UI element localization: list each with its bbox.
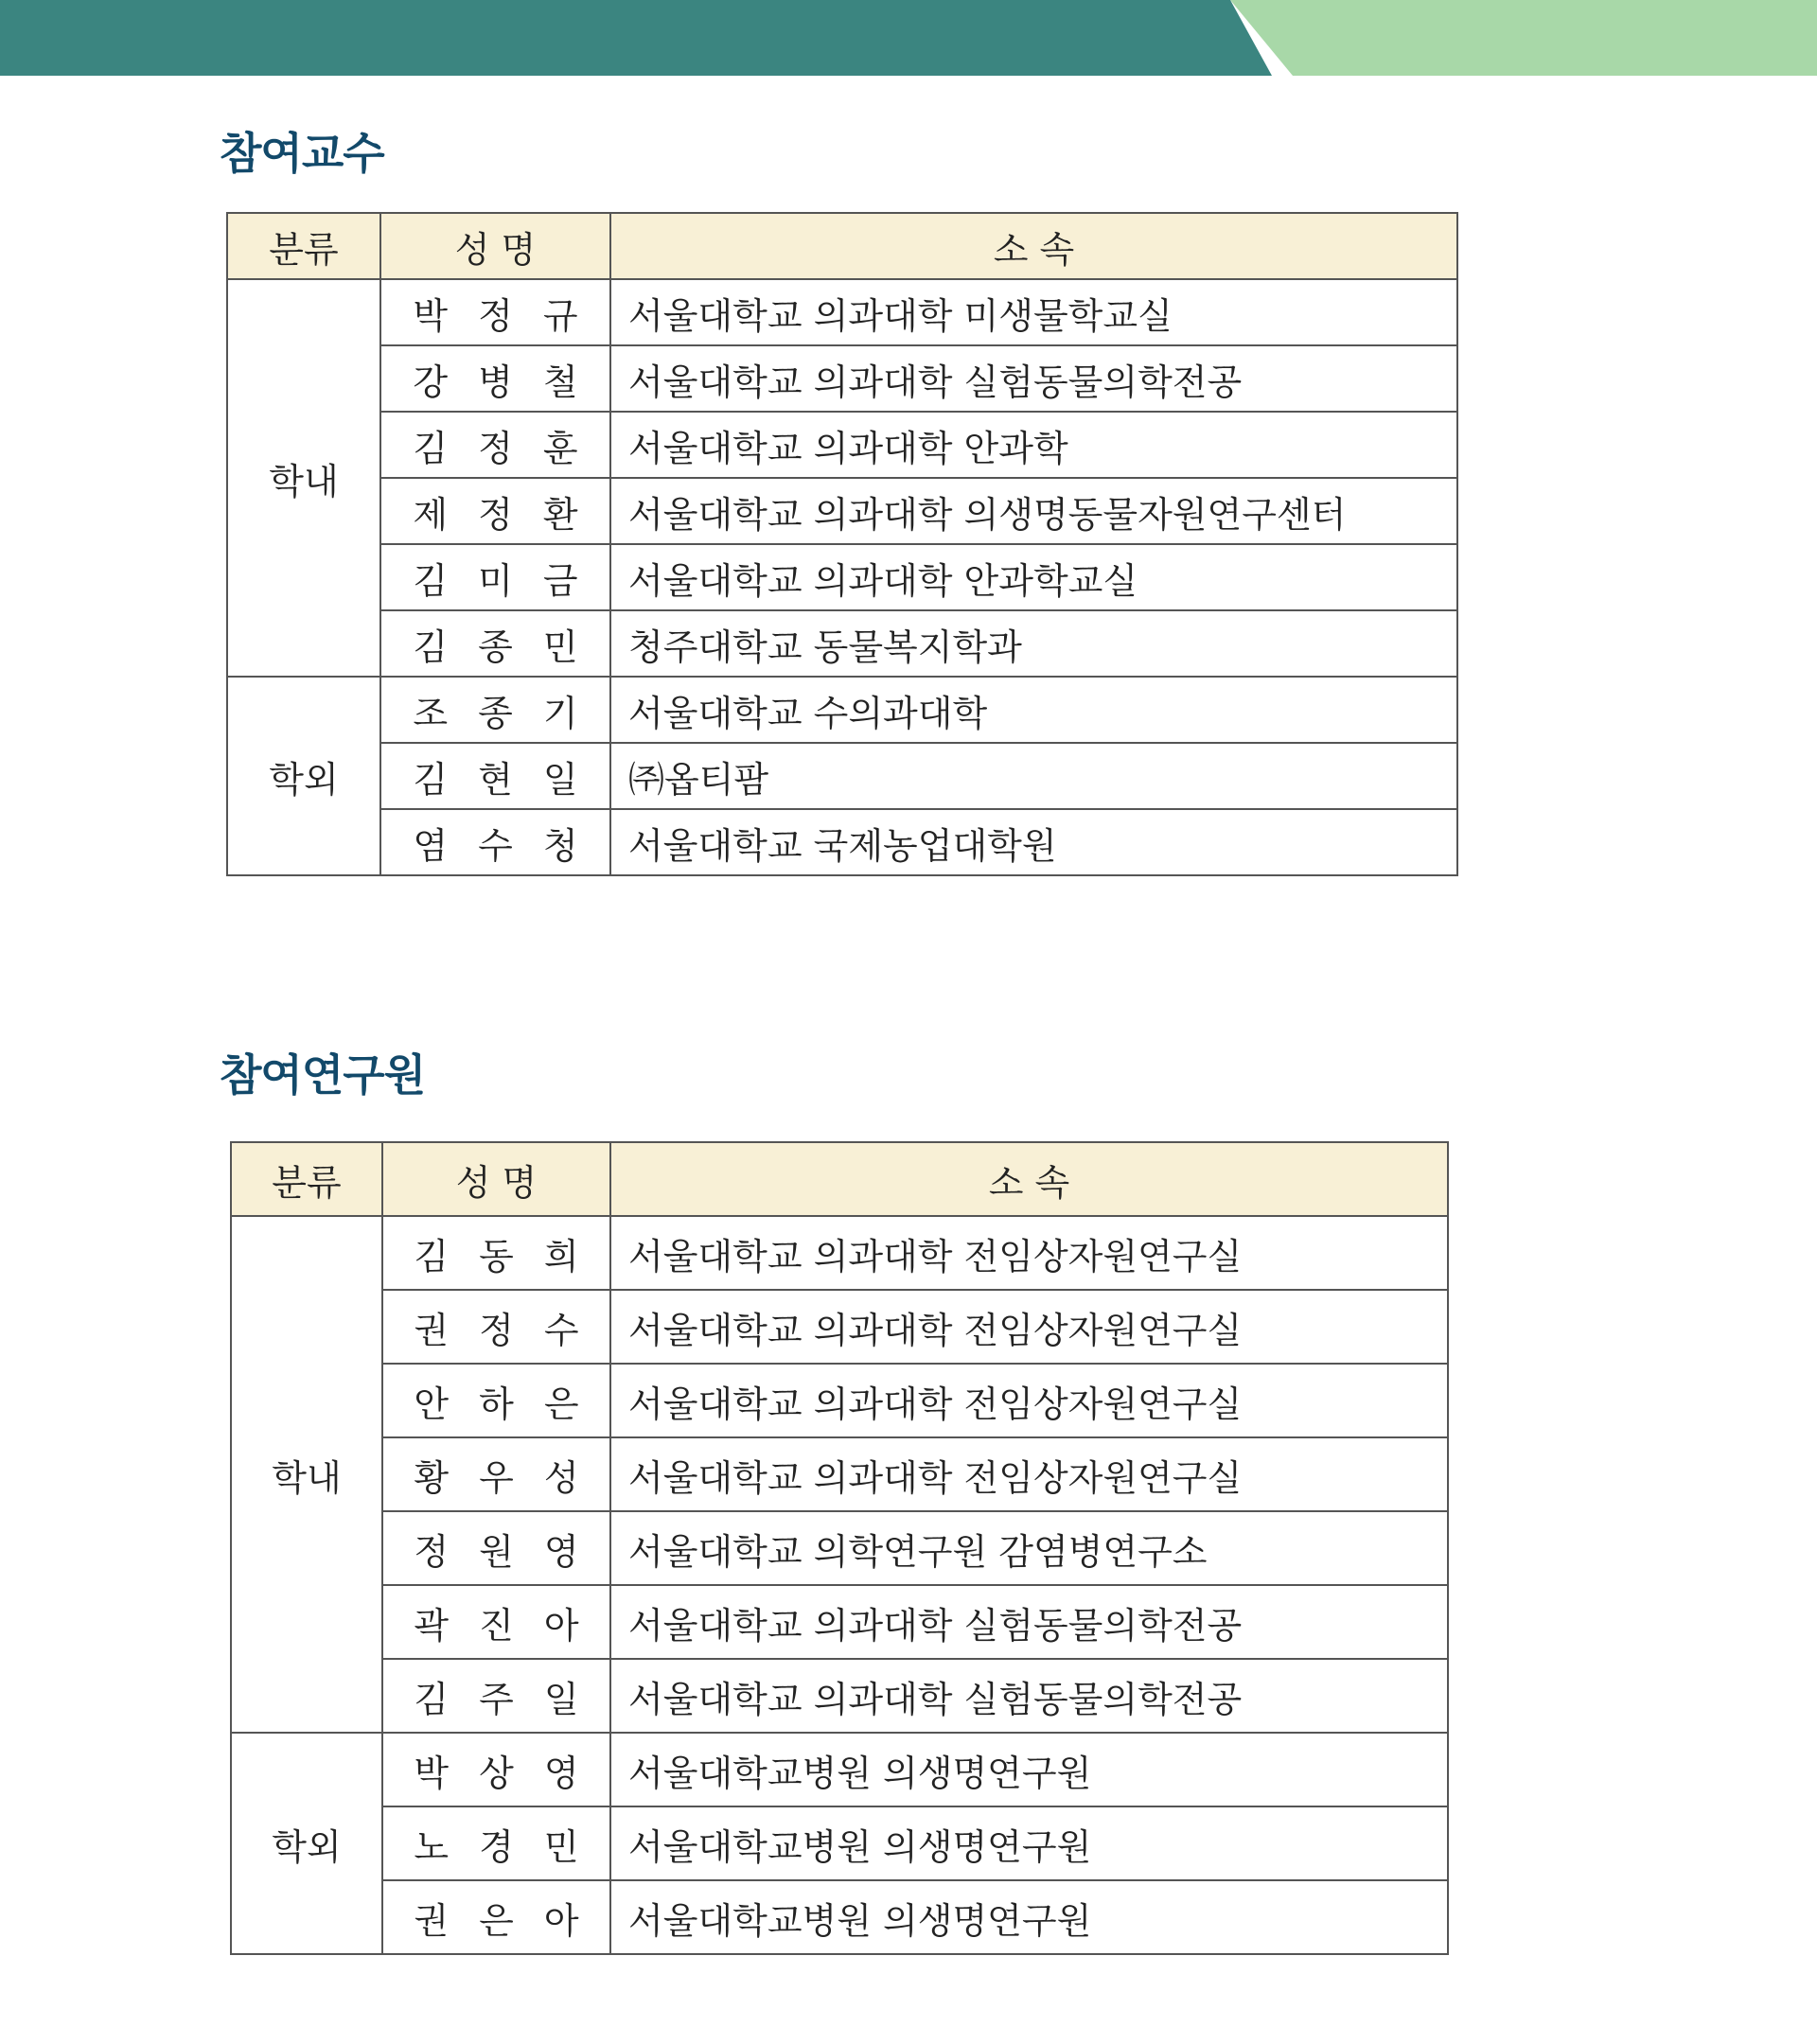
category-cell: 학내 bbox=[227, 279, 380, 677]
table-row bbox=[231, 1437, 1448, 1511]
affiliation-cell: 서울대학교병원 의생명연구원 bbox=[610, 1806, 1448, 1880]
table-row bbox=[231, 1585, 1448, 1659]
affiliation-cell: 서울대학교 의과대학 안과학교실 bbox=[610, 544, 1457, 610]
name-cell: 염 수 청 bbox=[380, 809, 610, 875]
header-name: 성 명 bbox=[380, 213, 610, 279]
name-cell: 김 정 훈 bbox=[380, 412, 610, 478]
table-row bbox=[227, 544, 1457, 610]
affiliation-cell: 서울대학교 수의과대학 bbox=[610, 677, 1457, 743]
name-cell: 제 정 환 bbox=[380, 478, 610, 544]
section-title-researchers: 참여연구원 bbox=[220, 1049, 426, 1101]
name-cell: 권 은 아 bbox=[382, 1880, 610, 1954]
name-cell: 안 하 은 bbox=[382, 1364, 610, 1437]
header-category: 분류 bbox=[231, 1142, 382, 1216]
table-header-row bbox=[227, 213, 1457, 279]
name-cell: 조 종 기 bbox=[380, 677, 610, 743]
table-row bbox=[231, 1216, 1448, 1290]
table-row bbox=[227, 677, 1457, 743]
affiliation-cell: ㈜옵티팜 bbox=[610, 743, 1457, 809]
banner-dark-stripe bbox=[0, 0, 1272, 76]
name-cell: 곽 진 아 bbox=[382, 1585, 610, 1659]
affiliation-cell: 서울대학교병원 의생명연구원 bbox=[610, 1733, 1448, 1806]
header-affiliation: 소 속 bbox=[610, 213, 1457, 279]
affiliation-cell: 서울대학교 국제농업대학원 bbox=[610, 809, 1457, 875]
affiliation-cell: 서울대학교 의과대학 실험동물의학전공 bbox=[610, 1585, 1448, 1659]
table-row bbox=[231, 1880, 1448, 1954]
affiliation-cell: 서울대학교 의과대학 미생물학교실 bbox=[610, 279, 1457, 345]
top-banner bbox=[0, 0, 1817, 76]
header-affiliation: 소 속 bbox=[610, 1142, 1448, 1216]
table-header-row bbox=[231, 1142, 1448, 1216]
name-cell: 노 경 민 bbox=[382, 1806, 610, 1880]
category-cell: 학외 bbox=[231, 1733, 382, 1954]
table-row bbox=[227, 743, 1457, 809]
affiliation-cell: 서울대학교 의과대학 실험동물의학전공 bbox=[610, 345, 1457, 412]
name-cell: 권 정 수 bbox=[382, 1290, 610, 1364]
header-category: 분류 bbox=[227, 213, 380, 279]
header-name: 성 명 bbox=[382, 1142, 610, 1216]
affiliation-cell: 서울대학교 의과대학 의생명동물자원연구센터 bbox=[610, 478, 1457, 544]
category-cell: 학외 bbox=[227, 677, 380, 875]
affiliation-cell: 서울대학교 의학연구원 감염병연구소 bbox=[610, 1511, 1448, 1585]
table-row bbox=[231, 1659, 1448, 1733]
affiliation-cell: 서울대학교 의과대학 안과학 bbox=[610, 412, 1457, 478]
name-cell: 강 병 철 bbox=[380, 345, 610, 412]
professors-table bbox=[226, 212, 1458, 876]
affiliation-cell: 서울대학교 의과대학 전임상자원연구실 bbox=[610, 1364, 1448, 1437]
affiliation-cell: 서울대학교 의과대학 전임상자원연구실 bbox=[610, 1290, 1448, 1364]
name-cell: 김 동 희 bbox=[382, 1216, 610, 1290]
table-row bbox=[231, 1806, 1448, 1880]
affiliation-cell: 서울대학교 의과대학 실험동물의학전공 bbox=[610, 1659, 1448, 1733]
table-row bbox=[231, 1511, 1448, 1585]
banner-light-stripe bbox=[1230, 0, 1817, 76]
affiliation-cell: 서울대학교 의과대학 전임상자원연구실 bbox=[610, 1216, 1448, 1290]
name-cell: 박 상 영 bbox=[382, 1733, 610, 1806]
researchers-table bbox=[230, 1141, 1449, 1955]
name-cell: 황 우 성 bbox=[382, 1437, 610, 1511]
name-cell: 박 정 규 bbox=[380, 279, 610, 345]
table-row bbox=[227, 809, 1457, 875]
table-row bbox=[227, 345, 1457, 412]
name-cell: 김 미 금 bbox=[380, 544, 610, 610]
table-row bbox=[231, 1290, 1448, 1364]
table-row bbox=[227, 412, 1457, 478]
name-cell: 김 현 일 bbox=[380, 743, 610, 809]
table-row bbox=[227, 610, 1457, 677]
table-row bbox=[227, 478, 1457, 544]
affiliation-cell: 서울대학교 의과대학 전임상자원연구실 bbox=[610, 1437, 1448, 1511]
table-row bbox=[227, 279, 1457, 345]
name-cell: 김 주 일 bbox=[382, 1659, 610, 1733]
affiliation-cell: 청주대학교 동물복지학과 bbox=[610, 610, 1457, 677]
section-title-professors: 참여교수 bbox=[220, 128, 384, 179]
table-row bbox=[231, 1733, 1448, 1806]
affiliation-cell: 서울대학교병원 의생명연구원 bbox=[610, 1880, 1448, 1954]
table-row bbox=[231, 1364, 1448, 1437]
name-cell: 정 원 영 bbox=[382, 1511, 610, 1585]
category-cell: 학내 bbox=[231, 1216, 382, 1733]
name-cell: 김 종 민 bbox=[380, 610, 610, 677]
